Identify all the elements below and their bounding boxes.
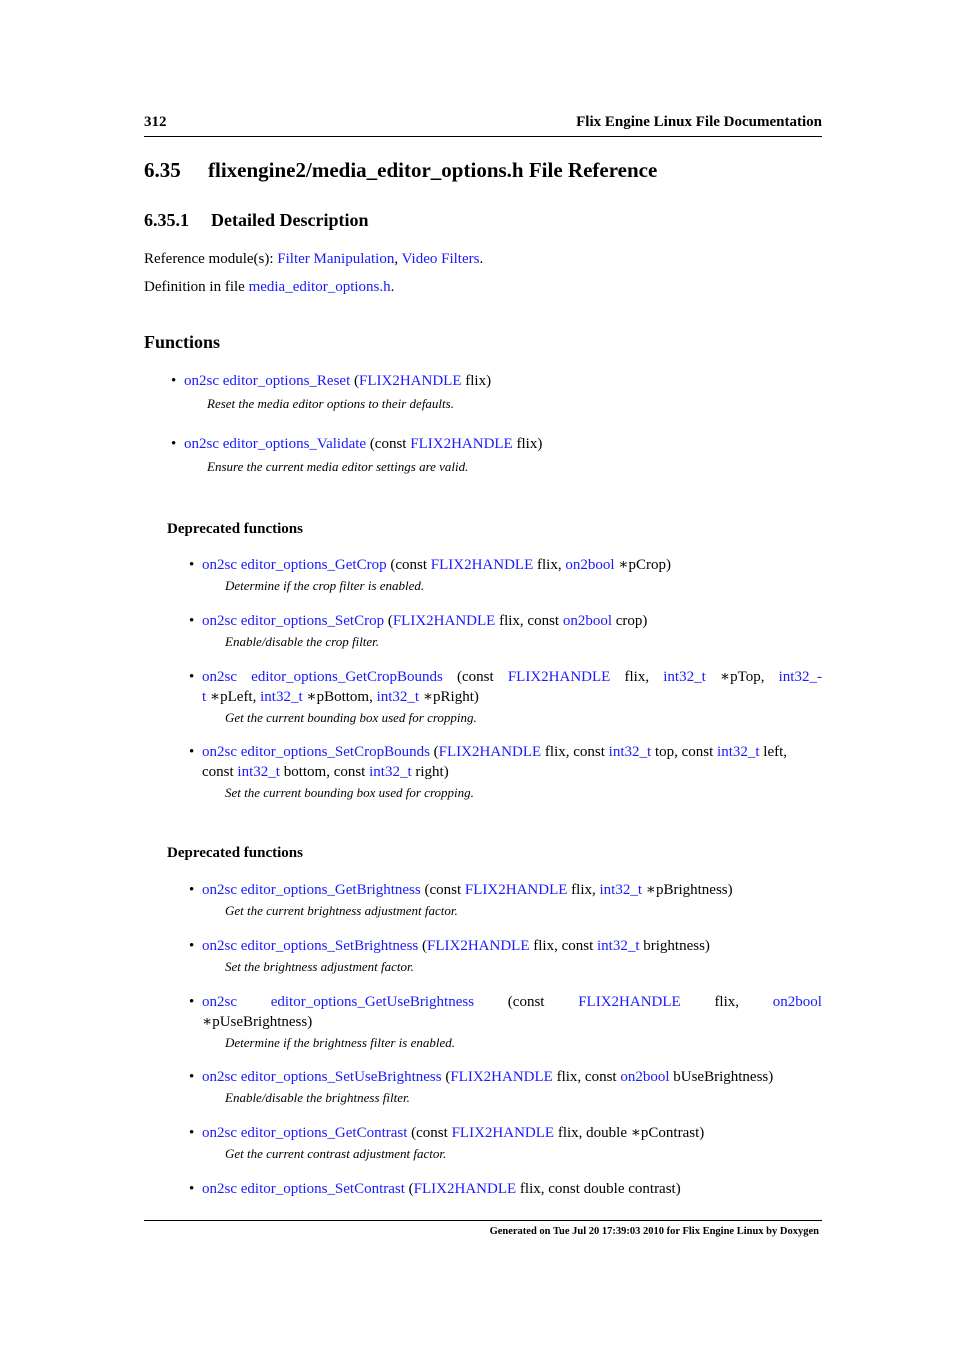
type-link[interactable]: on2bool xyxy=(562,613,612,629)
function-description: Get the current brightness adjustment factor. xyxy=(225,903,458,918)
deprecated-heading: Deprecated functions xyxy=(167,845,303,861)
reference-separator: , xyxy=(394,251,402,267)
type-link[interactable]: FLIX2HANDLE xyxy=(578,994,681,1010)
type-link[interactable]: int32_t xyxy=(260,689,303,705)
function-args: ∗pTop, xyxy=(705,669,779,685)
function-prefix-link[interactable]: on2sc xyxy=(202,994,237,1010)
section-number: 6.35 xyxy=(144,158,181,182)
function-description: Enable/disable the crop filter. xyxy=(225,634,380,649)
function-description: Enable/disable the brightness filter. xyxy=(225,1090,410,1105)
function-args: (const xyxy=(386,557,431,573)
function-name-link[interactable]: editor_options_GetUseBrightness xyxy=(270,994,475,1010)
function-args-rest: bUseBrightness) xyxy=(669,1069,774,1085)
function-args: left, xyxy=(759,744,788,760)
subsection-number: 6.35.1 xyxy=(144,210,189,230)
function-name: editor_options_SetCropBounds xyxy=(240,744,430,760)
type-link[interactable]: FLIX2HANDLE xyxy=(450,1069,553,1085)
function-args: ( xyxy=(429,744,439,760)
type-link[interactable]: t xyxy=(202,689,207,705)
page-footer: Generated on Tue Jul 20 17:39:03 2010 for Flix Engine Linux by Doxygen xyxy=(144,1220,822,1237)
function-args: flix, const xyxy=(495,613,563,629)
type-link[interactable]: FLIX2HANDLE xyxy=(464,882,568,898)
bullet: • xyxy=(189,1125,195,1141)
function-args-rest: brightness) xyxy=(639,938,710,954)
bullet: • xyxy=(189,669,195,685)
definition-end: . xyxy=(390,279,395,295)
function-description: Get the current bounding box used for cropping. xyxy=(225,710,477,725)
type-link[interactable]: FLIX2HANDLE xyxy=(392,613,496,629)
function-prefix: on2sc xyxy=(202,938,237,954)
reference-prefix: Reference module(s): xyxy=(144,251,278,267)
function-args: flix, const xyxy=(552,1069,621,1085)
list-item xyxy=(189,992,822,1052)
signature-line-1 xyxy=(202,667,822,687)
function-prefix: on2sc xyxy=(202,1181,237,1197)
function-prefix: on2sc xyxy=(202,613,237,629)
function-args: (const xyxy=(507,994,545,1010)
type-link[interactable]: on2bool xyxy=(565,557,615,573)
function-args: (const xyxy=(420,882,465,898)
function-link[interactable] xyxy=(202,744,430,760)
function-link[interactable] xyxy=(202,882,421,898)
function-args-rest: flix, double ∗pContrast) xyxy=(554,1125,705,1141)
function-prefix: on2sc xyxy=(184,373,219,389)
function-args: flix, xyxy=(533,557,566,573)
function-prefix: on2sc xyxy=(202,744,237,760)
type-link[interactable]: FLIX2HANDLE xyxy=(359,373,462,389)
function-args: ( xyxy=(350,373,359,389)
function-prefix: on2sc xyxy=(202,669,237,685)
type-link[interactable]: FLIX2HANDLE xyxy=(413,1181,517,1197)
list-item xyxy=(189,555,822,595)
function-description: Reset the media editor options to their defaults. xyxy=(207,396,454,411)
signature-line-1 xyxy=(202,992,822,1012)
function-args: (const xyxy=(442,669,508,685)
type-link[interactable]: int32_t xyxy=(369,764,412,780)
type-link[interactable]: FLIX2HANDLE xyxy=(451,1125,555,1141)
function-name: editor_options_GetBrightness xyxy=(240,882,421,898)
type-link[interactable]: int32_t xyxy=(599,882,643,898)
function-args: flix, xyxy=(567,882,600,898)
function-args: ( xyxy=(418,938,427,954)
list-item xyxy=(189,1067,822,1107)
page-number: 312 xyxy=(144,114,167,130)
type-link[interactable]: on2bool xyxy=(772,994,822,1010)
section-title: flixengine2/media_editor_options.h File Reference xyxy=(208,158,658,182)
type-link[interactable]: int32_t xyxy=(717,744,760,760)
function-args: ( xyxy=(441,1069,451,1085)
signature-line-2 xyxy=(202,687,822,707)
function-args-rest: ∗pRight) xyxy=(419,689,479,705)
function-prefix: on2sc xyxy=(202,1069,237,1085)
function-name: editor_options_GetCropBounds xyxy=(251,669,443,685)
bullet: • xyxy=(189,882,195,898)
function-description: Determine if the brightness filter is enabled. xyxy=(225,1035,455,1050)
function-args: ( xyxy=(384,613,393,629)
link-definition-file[interactable]: media_editor_options.h xyxy=(248,279,391,295)
bullet: • xyxy=(189,938,195,954)
function-description: Set the brightness adjustment factor. xyxy=(225,959,414,974)
list-item xyxy=(189,742,822,802)
function-prefix: on2sc xyxy=(184,436,219,452)
link-filter-manipulation[interactable]: Filter Manipulation xyxy=(277,251,395,267)
type-link[interactable]: FLIX2HANDLE xyxy=(507,669,611,685)
function-args: flix, const xyxy=(541,744,609,760)
function-description: Get the current contrast adjustment factor. xyxy=(225,1146,447,1161)
function-args: (const xyxy=(366,436,411,452)
list-item xyxy=(171,371,822,413)
function-args: const xyxy=(202,764,238,780)
signature-line-2 xyxy=(202,762,822,782)
function-name: editor_options_GetContrast xyxy=(240,1125,408,1141)
function-args-rest: right) xyxy=(411,764,449,780)
running-header xyxy=(144,112,822,137)
function-link[interactable] xyxy=(202,938,418,954)
function-name: editor_options_Reset xyxy=(222,373,351,389)
bullet: • xyxy=(189,744,195,760)
section-heading xyxy=(144,158,657,183)
signature-line-1 xyxy=(202,742,822,762)
function-args: ( xyxy=(404,1181,414,1197)
type-link[interactable]: on2bool xyxy=(620,1069,670,1085)
function-link[interactable] xyxy=(202,613,384,629)
document-title: Flix Engine Linux File Documentation xyxy=(576,114,822,130)
function-prefix: on2sc xyxy=(202,1125,237,1141)
type-link[interactable]: int32_t xyxy=(237,764,280,780)
function-args: ∗pLeft, xyxy=(206,689,261,705)
type-link[interactable]: FLIX2HANDLE xyxy=(427,938,530,954)
bullet: • xyxy=(189,557,195,573)
function-name: editor_options_GetCrop xyxy=(240,557,387,573)
function-args-rest: flix) xyxy=(512,436,543,452)
definition-prefix: Definition in file xyxy=(144,279,249,295)
function-args-rest: ∗pCrop) xyxy=(614,557,671,573)
reference-end: . xyxy=(479,251,484,267)
function-link[interactable] xyxy=(184,436,366,452)
list-item xyxy=(189,611,822,651)
type-link[interactable]: int32_t xyxy=(597,938,640,954)
list-item xyxy=(189,1179,822,1199)
function-args: ∗pBottom, xyxy=(302,689,377,705)
type-link[interactable]: FLIX2HANDLE xyxy=(438,744,542,760)
reference-modules xyxy=(144,251,483,268)
functions-heading: Functions xyxy=(144,332,221,352)
deprecated-heading: Deprecated functions xyxy=(167,521,303,537)
function-args: flix, const xyxy=(529,938,597,954)
function-link[interactable] xyxy=(184,373,350,389)
bullet: • xyxy=(189,994,195,1010)
type-link[interactable]: int32_t xyxy=(608,744,652,760)
function-description: Determine if the crop filter is enabled. xyxy=(225,578,425,593)
function-link[interactable] xyxy=(202,1069,442,1085)
function-link[interactable] xyxy=(202,1125,407,1141)
list-item xyxy=(189,936,822,976)
function-description: Set the current bounding box used for cropping. xyxy=(225,785,474,800)
function-name: editor_options_Validate xyxy=(222,436,367,452)
type-link[interactable]: int32_t xyxy=(376,689,420,705)
type-link[interactable]: int32_t xyxy=(663,669,706,685)
type-link[interactable]: int32_- xyxy=(778,669,822,685)
function-description: Ensure the current media editor settings are valid. xyxy=(207,459,469,474)
function-args-rest: flix) xyxy=(461,373,492,389)
function-args: (const xyxy=(407,1125,452,1141)
function-args-rest: crop) xyxy=(612,613,648,629)
function-link[interactable] xyxy=(202,1181,405,1197)
bullet: • xyxy=(189,1069,195,1085)
function-name: editor_options_SetUseBrightness xyxy=(240,1069,442,1085)
bullet: • xyxy=(171,436,177,452)
subsection-title: Detailed Description xyxy=(211,210,369,230)
type-link[interactable]: FLIX2HANDLE xyxy=(430,557,534,573)
type-link[interactable]: FLIX2HANDLE xyxy=(410,436,513,452)
function-name: editor_options_SetCrop xyxy=(240,613,385,629)
function-link[interactable] xyxy=(202,557,387,573)
function-link[interactable] xyxy=(202,669,443,685)
function-args: bottom, const xyxy=(279,764,370,780)
signature-line-2: ∗pUseBrightness) xyxy=(202,1014,313,1030)
list-item xyxy=(171,434,822,476)
bullet: • xyxy=(171,373,177,389)
function-name: editor_options_SetBrightness xyxy=(240,938,419,954)
function-args-rest: ∗pBrightness) xyxy=(642,882,733,898)
function-args-rest: flix, const double contrast) xyxy=(516,1181,681,1197)
link-video-filters[interactable]: Video Filters xyxy=(401,251,480,267)
list-item xyxy=(189,880,822,920)
bullet: • xyxy=(189,1181,195,1197)
function-args: flix, xyxy=(714,994,740,1010)
bullet: • xyxy=(189,613,195,629)
function-prefix: on2sc xyxy=(202,557,237,573)
function-name: editor_options_SetContrast xyxy=(240,1181,405,1197)
function-args: top, const xyxy=(651,744,718,760)
function-args: flix, xyxy=(610,669,664,685)
list-item xyxy=(189,667,822,727)
list-item xyxy=(189,1123,822,1163)
function-prefix: on2sc xyxy=(202,882,237,898)
subsection-heading xyxy=(144,210,368,231)
definition-line xyxy=(144,279,394,296)
